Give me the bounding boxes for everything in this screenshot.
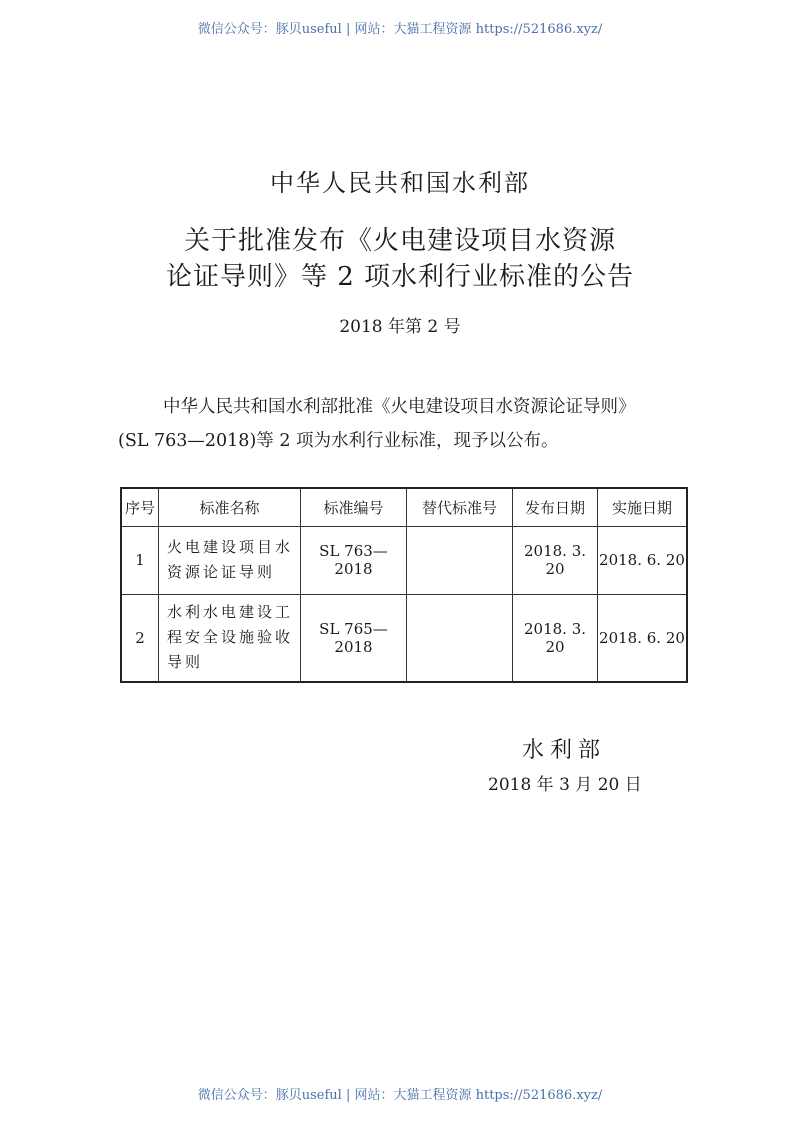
standard-name: 水利水电建设工程安全设施验收导则: [159, 594, 301, 682]
standard-name: 火电建设项目水资源论证导则: [159, 526, 301, 594]
table-row: [121, 526, 687, 594]
table-header-row: [121, 488, 687, 526]
standard-code: SL 765—2018: [301, 594, 407, 682]
header-cell: 序号: [121, 488, 159, 526]
header-cell: 发布日期: [513, 488, 598, 526]
table-row: [121, 594, 687, 682]
watermark-top: 微信公众号：豚贝useful | 网站：大猫工程资源 https://521686.xyz/: [197, 22, 603, 37]
effective-date: 2018. 6. 20: [598, 594, 688, 682]
replaced-standard: [407, 526, 513, 594]
publish-date: 2018. 3. 20: [513, 526, 598, 594]
effective-date: 2018. 6. 20: [598, 526, 688, 594]
row-number: 2: [121, 594, 159, 682]
row-number: 1: [121, 526, 159, 594]
publish-date: 2018. 3. 20: [513, 594, 598, 682]
header-cell: 标准名称: [159, 488, 301, 526]
standard-code: SL 763—2018: [301, 526, 407, 594]
replaced-standard: [407, 594, 513, 682]
document-number: 2018 年第 2 号: [339, 317, 461, 337]
title-line-1: 关于批准发布《火电建设项目水资源: [183, 226, 616, 256]
issuing-ministry: 中华人民共和国水利部: [270, 169, 530, 197]
body-line-1: 中华人民共和国水利部批准《火电建设项目水资源论证导则》: [163, 397, 636, 417]
header-cell: 实施日期: [598, 488, 688, 526]
header-cell: 标准编号: [301, 488, 407, 526]
standards-table: [120, 487, 688, 683]
title-line-2: 论证导则》等 2 项水利行业标准的公告: [165, 262, 635, 292]
watermark-bottom: 微信公众号：豚贝useful | 网站：大猫工程资源 https://521686.xyz/: [197, 1088, 603, 1103]
signature-date: 2018 年 3 月 20 日: [488, 775, 642, 795]
body-line-2: (SL 763—2018)等 2 项为水利行业标准，现予以公布。: [118, 431, 559, 451]
header-cell: 替代标准号: [407, 488, 513, 526]
signature-ministry: 水利部: [522, 738, 607, 763]
